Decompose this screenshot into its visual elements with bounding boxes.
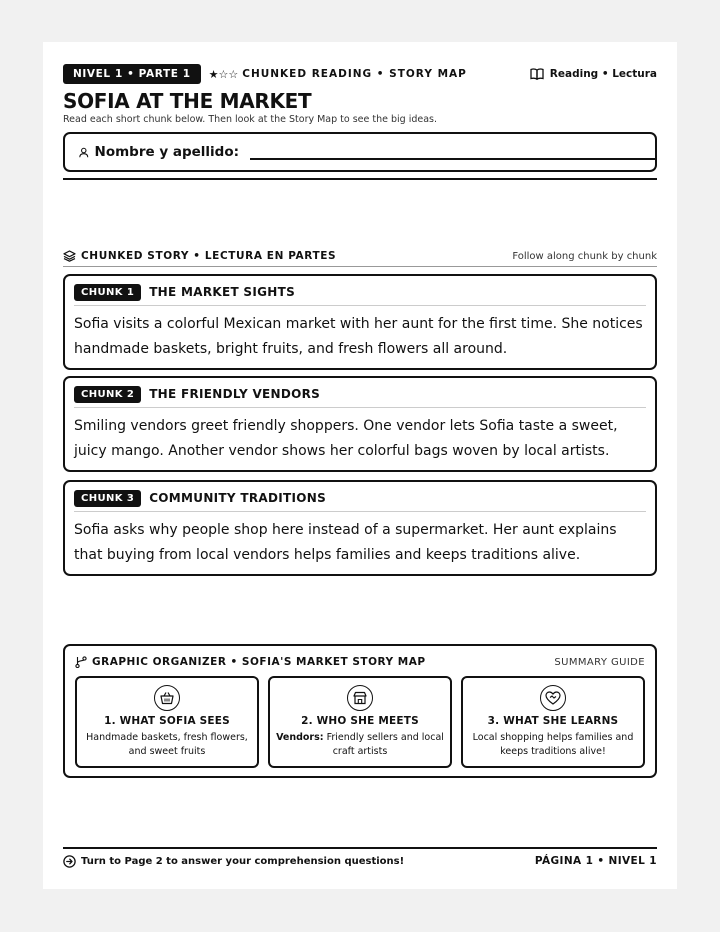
- chunk-header: [74, 490, 646, 512]
- book-icon: [530, 68, 544, 80]
- heart-handshake-icon: [540, 685, 566, 711]
- layers-icon: [63, 250, 76, 262]
- language-note-text: Reading • Lectura: [549, 68, 657, 80]
- graphic-organizer: [63, 644, 657, 778]
- branch-icon: [75, 656, 87, 668]
- chunk-badge: CHUNK 2: [74, 386, 141, 403]
- organizer-note: SUMMARY GUIDE: [554, 656, 645, 668]
- chunk-text: Sofia visits a colorful Mexican market with her aunt for the first time. She notices handmade baskets, bright fruits, and fresh flowers all around.: [74, 316, 643, 357]
- organizer-card-text: [469, 731, 637, 759]
- chunk-title: THE FRIENDLY VENDORS: [149, 387, 321, 401]
- story-section-note: Follow along chunk by chunk: [512, 250, 657, 262]
- header-tag: CHUNKED READING • STORY MAP: [242, 68, 467, 80]
- organizer-card-text: [83, 731, 251, 759]
- user-icon: [79, 146, 89, 159]
- store-icon: [347, 685, 373, 711]
- difficulty-stars: ★☆☆: [208, 67, 239, 81]
- chunk-text: Smiling vendors greet friendly shoppers. One vendor lets Sofia taste a sweet, juicy mango. Another vendor shows her colorful bags woven by local artists.: [74, 418, 618, 459]
- story-chunk-1: [63, 274, 657, 370]
- story-chunk-2: [63, 376, 657, 472]
- page-title: SOFIA AT THE MARKET: [63, 89, 312, 113]
- story-section-title: CHUNKED STORY • LECTURA EN PARTES: [81, 250, 337, 262]
- footer-instruction: Turn to Page 2 to answer your comprehension questions!: [81, 855, 405, 867]
- name-field-box[interactable]: [63, 132, 657, 172]
- organizer-card-meets: [268, 676, 452, 768]
- organizer-card-body: Friendly sellers and local craft artists: [326, 732, 444, 757]
- footer-divider: [63, 847, 657, 849]
- story-chunk-3: [63, 480, 657, 576]
- chunk-header: [74, 386, 646, 408]
- organizer-card-title: 1. WHAT SOFIA SEES: [104, 715, 230, 727]
- organizer-card-body: Handmade baskets, fresh flowers, and sweet fruits: [86, 732, 248, 757]
- chunk-badge: CHUNK 1: [74, 284, 141, 301]
- language-note: [530, 68, 657, 80]
- chunk-text: Sofia asks why people shop here instead of a supermarket. Her aunt explains that buying from local vendors helps families and keeps traditions alive.: [74, 522, 617, 563]
- chunk-title: COMMUNITY TRADITIONS: [149, 491, 327, 505]
- organizer-card-body: Local shopping helps families and keeps traditions alive!: [472, 732, 634, 757]
- header-row: [63, 64, 657, 84]
- name-write-line[interactable]: [250, 158, 655, 160]
- organizer-card-sees: [75, 676, 259, 768]
- basket-icon: [154, 685, 180, 711]
- story-section-divider: [63, 266, 657, 267]
- organizer-card-lead: Vendors:: [276, 732, 324, 743]
- organizer-title: GRAPHIC ORGANIZER • SOFIA'S MARKET STORY MAP: [92, 656, 426, 668]
- organizer-header: [75, 655, 645, 669]
- page-footer: [63, 853, 657, 869]
- story-section-header: [63, 248, 657, 264]
- organizer-card-text: [276, 731, 444, 759]
- organizer-card-title: 3. WHAT SHE LEARNS: [487, 715, 619, 727]
- chunk-header: [74, 284, 646, 306]
- name-field-label: Nombre y apellido:: [94, 144, 239, 160]
- page-subtitle: Read each short chunk below. Then look at the Story Map to see the big ideas.: [63, 114, 438, 125]
- header-divider: [63, 178, 657, 180]
- arrow-right-circle-icon: [63, 855, 76, 868]
- chunk-title: THE MARKET SIGHTS: [149, 285, 296, 299]
- level-badge: NIVEL 1 • PARTE 1: [63, 64, 201, 84]
- organizer-card-title: 2. WHO SHE MEETS: [301, 715, 419, 727]
- page-number: PÁGINA 1 • NIVEL 1: [534, 855, 657, 867]
- organizer-card-learns: [461, 676, 645, 768]
- chunk-badge: CHUNK 3: [74, 490, 141, 507]
- worksheet-page: [43, 42, 677, 889]
